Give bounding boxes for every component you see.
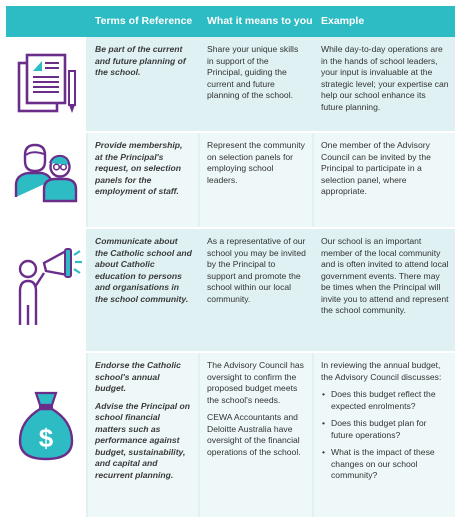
list-item: • Does this budget reflect the expected enrolments? bbox=[321, 389, 449, 412]
row-icon-cell bbox=[6, 37, 86, 131]
header-example: Example bbox=[321, 15, 365, 27]
example-cell: Our school is an important member of the local community and is often invited to attend local government events. There may be times when the Principal will invite you to attend and represent the school community. bbox=[314, 229, 455, 351]
example-bullet-list bbox=[321, 389, 449, 482]
dollar-sign: $ bbox=[38, 423, 54, 453]
document-pen-icon bbox=[6, 37, 86, 131]
two-people-icon bbox=[6, 133, 86, 227]
meaning-cell: As a representative of our school you may be invited by the Principal to support and promote the school within our local community. bbox=[200, 229, 312, 351]
row-icon-cell bbox=[6, 133, 86, 227]
header-terms: Terms of Reference bbox=[95, 15, 193, 27]
table-header bbox=[6, 6, 455, 37]
example-cell: While day-to-day operations are in the hands of school leaders, your input is invaluable at the strategic level; your expertise can help our school enhance its future planning. bbox=[314, 37, 455, 131]
money-bag-icon bbox=[6, 353, 86, 517]
meaning-cell: The Advisory Council has oversight to confirm the proposed budget meets the school's needs. CEWA Accountants and Deloitte Australia have oversight of the financial operations of the school. bbox=[200, 353, 312, 517]
example-cell: In reviewing the annual budget, the Advisory Council discusses: • Does this budget reflect the expected enrolments? • Does this budget plan for future operations? • What is the impact of these changes on our school community? bbox=[314, 353, 455, 517]
terms-cell: Communicate about the Catholic school and about Catholic education to persons and organisations in the school community. bbox=[88, 229, 198, 351]
table-row bbox=[6, 37, 455, 131]
meaning-cell: Represent the community on selection panels for employing school leaders. bbox=[200, 133, 312, 227]
table-row bbox=[6, 133, 455, 227]
row-icon-cell bbox=[6, 353, 86, 517]
list-item: • What is the impact of these changes on our school community? bbox=[321, 447, 449, 482]
list-item: • Does this budget plan for future operations? bbox=[321, 418, 449, 441]
table-row bbox=[6, 229, 455, 351]
terms-of-reference-table bbox=[6, 6, 455, 517]
header-meaning: What it means to you bbox=[207, 15, 313, 27]
example-cell: One member of the Advisory Council can be invited by the Principal to participate in a selection panel, where appropriate. bbox=[314, 133, 455, 227]
row-icon-cell bbox=[6, 229, 86, 351]
table-row bbox=[6, 353, 455, 517]
terms-cell: Provide membership, at the Principal's request, on selection panels for the employment of staff. bbox=[88, 133, 198, 227]
terms-cell: Endorse the Catholic school's annual budget. Advise the Principal on school financial matters such as performance against budget, sustainability, and capital and recurrent planning. bbox=[88, 353, 198, 517]
terms-cell: Be part of the current and future planning of the school. bbox=[88, 37, 198, 131]
meaning-cell: Share your unique skills in support of the Principal, guiding the current and future planning of the school. bbox=[200, 37, 312, 131]
megaphone-person-icon bbox=[6, 229, 86, 351]
